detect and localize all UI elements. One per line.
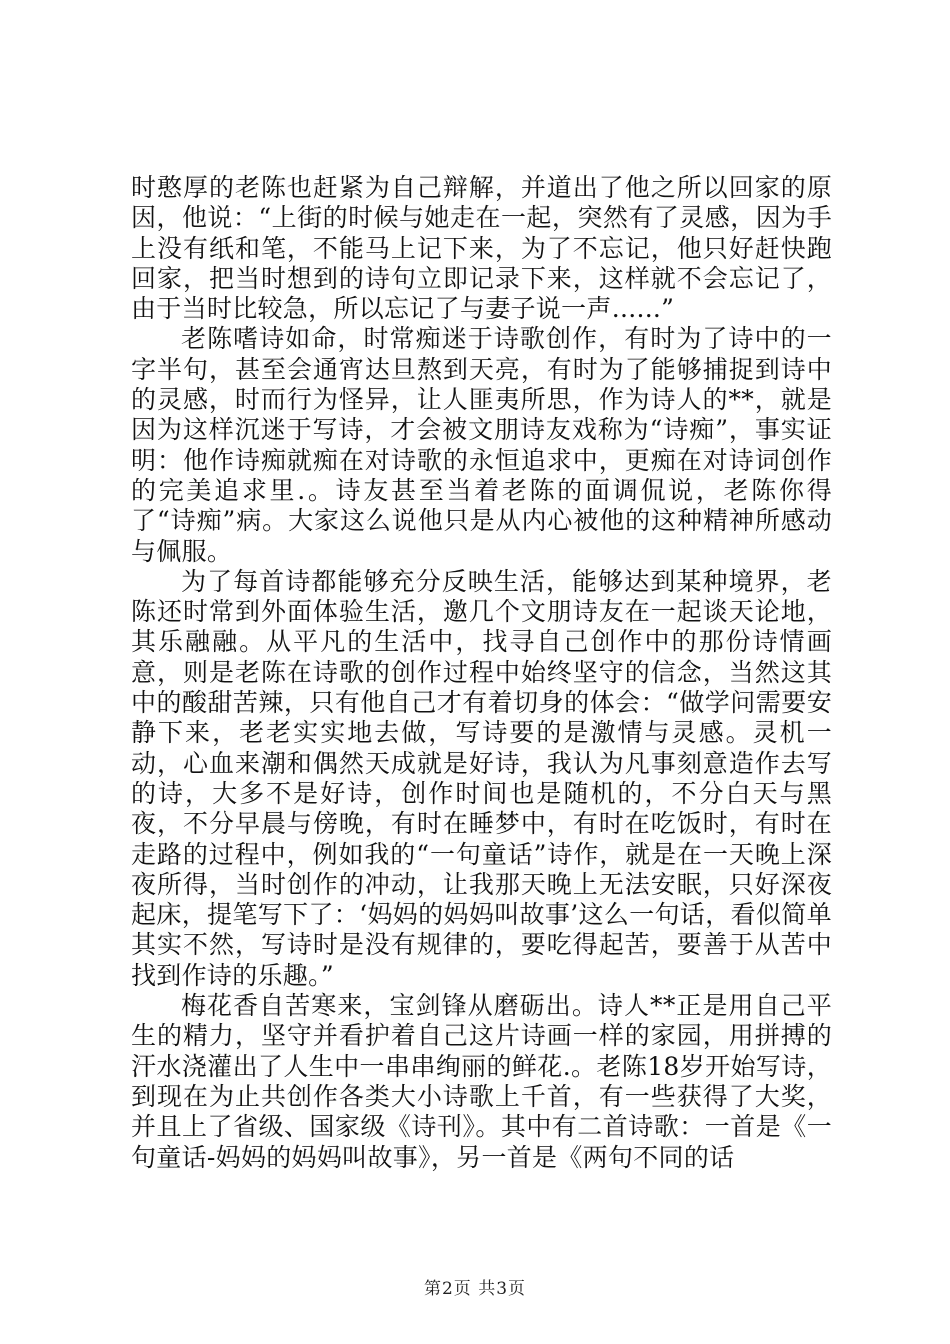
paragraph-1: 时憨厚的老陈也赶紧为自己辩解，并道出了他之所以回家的原因，他说：“上街的时候与她走在一起，突然有了灵感，因为手上没有纸和笔，不能马上记下来，为了不忘记，他只好赶快跑回家，把当时想到的诗句立即记录下来，这样就不会忘记了，由于当时比较急，所以忘记了与妻子说一声......” [131,173,832,324]
page-number-footer: 第2页 共3页 [423,1279,527,1299]
paragraph-3: 为了每首诗都能够充分反映生活，能够达到某种境界，老陈还时常到外面体验生活，邀几个文朋诗友在一起谈天论地，其乐融融。从平凡的生活中，找寻自己创作中的那份诗情画意，则是老陈在诗歌的创作过程中始终坚守的信念，当然这其中的酸甜苦辣，只有他自己才有着切身的体会：“做学问需要安静下来，老老实实地去做，写诗要的是激情与灵感。灵机一动，心血来潮和偶然天成就是好诗，我认为凡事刻意造作去写的诗，大多不是好诗，创作时间也是随机的，不分白天与黑夜，不分早晨与傍晚，有时在睡梦中，有时在吃饭时，有时在走路的过程中，例如我的“一句童话”诗作，就是在一天晚上深夜所得，当时创作的冲动，让我那天晚上无法安眠，只好深夜起床，提笔写下了：‘妈妈的妈妈叫故事’这么一句话，看似简单其实不然，写诗时是没有规律的，要吃得起苦，要善于从苦中找到作诗的乐趣。” [131,566,832,990]
paragraph-4: 梅花香自苦寒来，宝剑锋从磨砺出。诗人**正是用自己平生的精力，坚守并看护着自己这片诗画一样的家园，用拼搏的汗水浇灌出了人生中一串串绚丽的鲜花.。老陈18岁开始写诗，到现在为止共创作各类大小诗歌上千首，有一些获得了大奖，并且上了省级、国家级《诗刊》。其中有二首诗歌：一首是《一句童话-妈妈的妈妈叫故事》，另一首是《两句不同的话 [131,991,832,1172]
document-body [131,173,832,1173]
paragraph-2: 老陈嗜诗如命，时常痴迷于诗歌创作，有时为了诗中的一字半句，甚至会通宵达旦熬到天亮，有时为了能够捕捉到诗中的灵感，时而行为怪异，让人匪夷所思，作为诗人的**，就是因为这样沉迷于写诗，才会被文朋诗友戏称为“诗痴”，事实证明：他作诗痴就痴在对诗歌的永恒追求中，更痴在对诗词创作的完美追求里.。诗友甚至当着老陈的面调侃说，老陈你得了“诗痴”病。大家这么说他只是从内心被他的这种精神所感动与佩服。 [131,324,832,566]
